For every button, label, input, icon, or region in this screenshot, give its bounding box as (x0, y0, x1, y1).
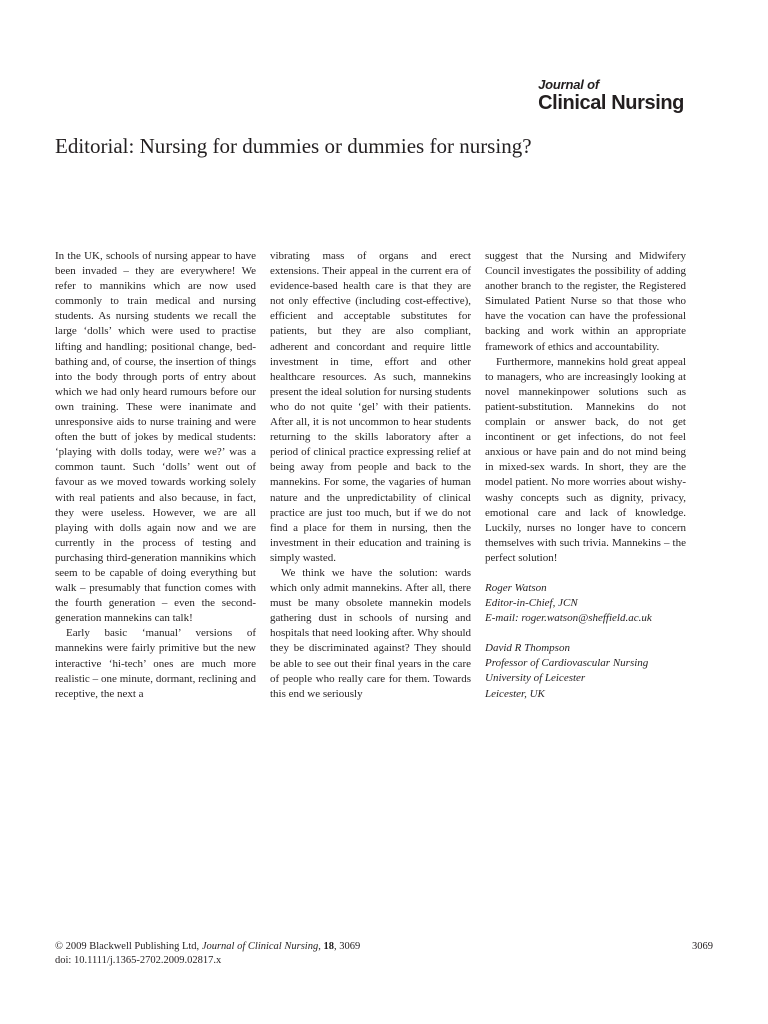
paragraph-1: In the UK, schools of nursing appear to have been invaded – they are everywhere! We refer to mannikins which are now used commonly to train medical and nursing students. As nursing students we recall the large ‘dolls’ which were used to practise lifting and handling; positional change, bed-bathing and, of course, the insertion of things into the body through ports of entry about which we had only heard rumours before our own training. These were inanimate and unresponsive aids to nurse training and were often the butt of jokes by medical students: ‘playing with dolls today, were we?’ was a common taunt. Such ‘dolls’ went out of favour as we moved towards working solely with real patients and also because, in fact, they were useless. However, we are all playing with dolls again now and we are currently in the process of testing and purchasing third-generation mannikins which seem to be capable of doing everything but walk – presumably that function comes with the fourth generation – even the second-generation mannekins can talk! (55, 250, 256, 625)
doi-line: doi: 10.1111/j.1365-2702.2009.02817.x (55, 955, 222, 966)
citation-separator: , (318, 941, 324, 952)
journal-prefix: Journal of (538, 77, 599, 92)
page-number: 3069 (692, 941, 713, 952)
volume-number: 18 (323, 941, 334, 952)
page-footer (55, 940, 360, 968)
text-column-1 (55, 249, 256, 702)
journal-citation: Journal of Clinical Nursing (201, 941, 319, 952)
journal-name: Clinical Nursing (538, 92, 684, 114)
paragraph-4: Furthermore, mannekins hold great appeal to managers, who are increasingly looking at novel mannekinpower solutions such as patient-substitution. Mannekins do not complain or answer back, do not get incontinent or get infections, do not feel anxious or have pain and do not mind being in mixed-sex wards. In short, they are the model patient. No more worries about wishy-washy concepts such as dignity, privacy, emotional care and lack of knowledge. Luckily, nurses no longer have to concern themselves with such trivia. Mannekins – the perfect solution! (485, 355, 686, 564)
text-column-2 (270, 249, 471, 702)
paragraph-3-start: We think we have the solution: wards which only admit mannekins. After all, there must be many obsolete mannekin models gathering dust in schools of nursing and hospitals that need looking after. Why should they be discriminated against? They should be able to see out their final years in the care of people who really care for them. Towards this end we seriously (270, 566, 471, 700)
author-role: Editor-in-Chief, JCN (485, 597, 578, 610)
paragraph-2-start: Early basic ‘manual’ versions of mannekins were fairly primitive but the new interactive ‘hi-tech’ ones are much more realistic – one minute, dormant, reclining and receptive, the next a (55, 627, 256, 700)
author-location: Leicester, UK (485, 687, 545, 700)
signature-block-1 (485, 581, 686, 626)
paragraph-2-end: vibrating mass of organs and erect extensions. Their appeal in the current era of evidence-based health care is that they are not only effective (including cost-effective), efficient and acceptable substitutes for patients, but they are also compliant, adherent and concordant and require little investment in time, effort and other healthcare resources. As such, mannekins present the ideal solution for nursing students who do not quite ‘gel’ with their patients. After all, it is not uncommon to hear students returning to the skills laboratory after a period of clinical practice expressing relief at being away from people and back to the mannekins. For some, the vagaries of human nature and the unpredictability of clinical practice are just too much, but if we do not find a place for them in nursing, then the investment in their education and training is simply wasted. (270, 250, 471, 564)
author-name: David R Thompson (485, 642, 570, 655)
author-affiliation: University of Leicester (485, 672, 586, 685)
paragraph-3-end: suggest that the Nursing and Midwifery Council investigates the possibility of adding another branch to the register, the Registered Simulated Patient Nurse so that those who have the vocation can have the professional backing and work within an appropriate framework of ethics and accountability. (485, 250, 686, 353)
author-role: Professor of Cardiovascular Nursing (485, 657, 649, 670)
signature-block-2 (485, 641, 686, 701)
text-column-3 (485, 249, 686, 702)
journal-masthead (538, 78, 684, 114)
citation-pages: , 3069 (333, 941, 361, 952)
article-title: Editorial: Nursing for dummies or dummies for nursing? (55, 134, 532, 158)
copyright-text: © 2009 Blackwell Publishing Ltd, (55, 941, 202, 952)
author-name: Roger Watson (485, 581, 547, 594)
copyright-line (55, 940, 360, 954)
author-email: E-mail: roger.watson@sheffield.ac.uk (485, 612, 652, 625)
